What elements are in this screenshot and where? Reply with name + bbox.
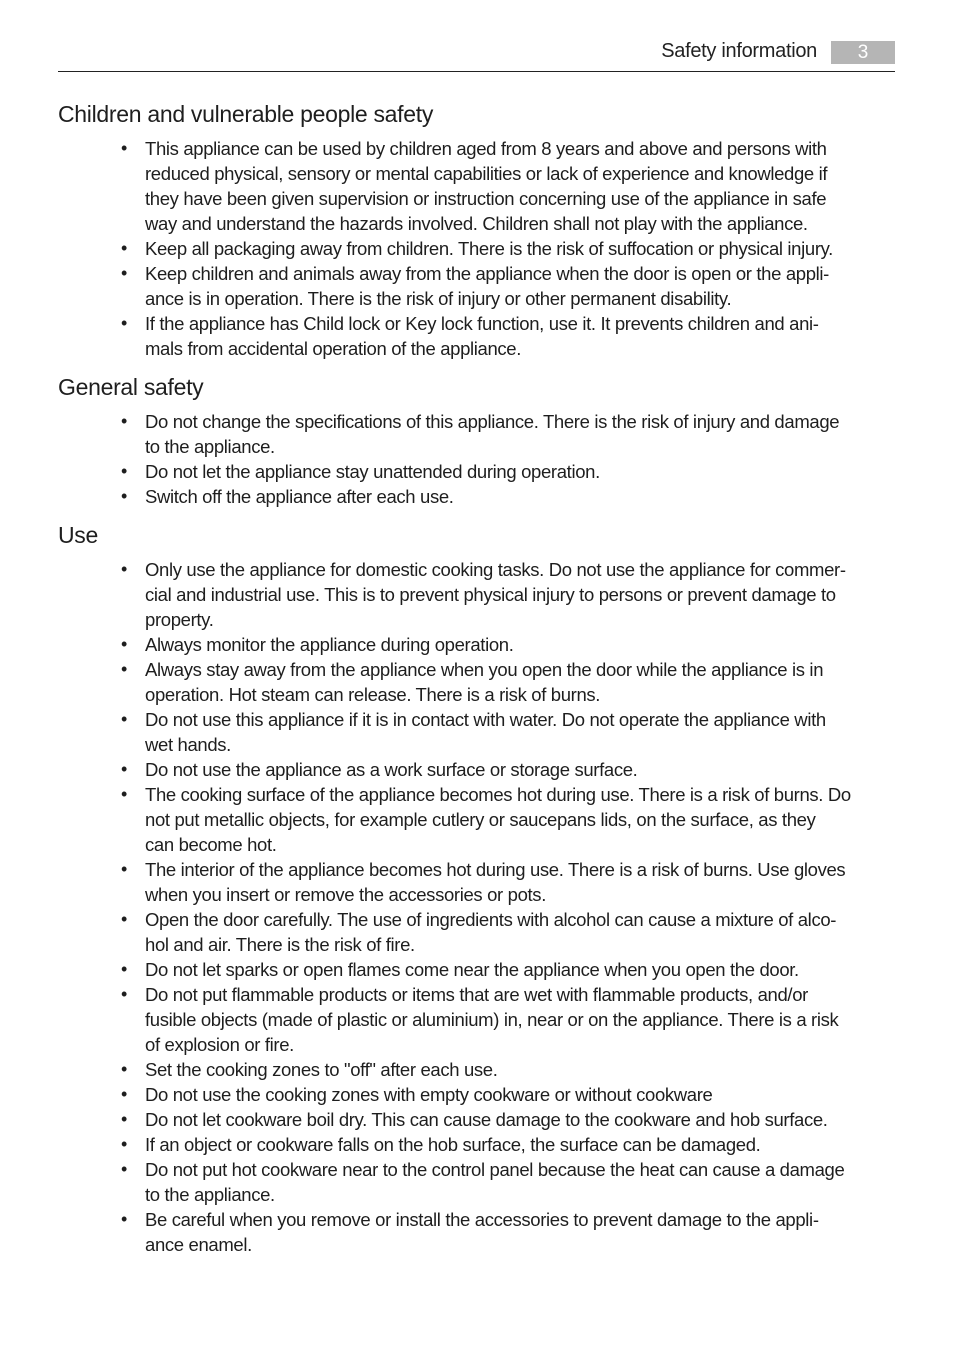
list-item: • Keep all packaging away from children. There is the risk of suffocation or physical injury. bbox=[121, 238, 833, 259]
bullet-icon: • bbox=[121, 138, 127, 158]
bullet-icon: • bbox=[121, 709, 127, 729]
bullet-icon: • bbox=[121, 859, 127, 879]
page-header bbox=[58, 38, 895, 72]
list-item: • Only use the appliance for domestic cooking tasks. Do not use the appliance for commer- cial and industrial use. This is to prevent physical injury to persons or prevent damage to property. bbox=[121, 559, 846, 630]
bullet-icon: • bbox=[121, 784, 127, 804]
bullet-icon: • bbox=[121, 984, 127, 1004]
bullet-icon: • bbox=[121, 238, 127, 258]
bullet-list-children-safety bbox=[58, 136, 895, 361]
bullet-icon: • bbox=[121, 486, 127, 506]
list-item: • Do not use the appliance as a work surface or storage surface. bbox=[121, 759, 638, 780]
list-item: • The cooking surface of the appliance becomes hot during use. There is a risk of burns. Do not put metallic objects, for example cutlery or saucepans lids, on the surface, as they can become hot. bbox=[121, 784, 851, 855]
page-content bbox=[58, 100, 895, 1257]
list-item: • The interior of the appliance becomes hot during use. There is a risk of burns. Use gloves when you insert or remove the accessories or pots. bbox=[121, 859, 846, 905]
list-item: • Do not let cookware boil dry. This can cause damage to the cookware and hob surface. bbox=[121, 1109, 828, 1130]
list-item: • Do not put flammable products or items that are wet with flammable products, and/or fusible objects (made of plastic or aluminium) in, near or on the appliance. There is a risk of explosion or fire. bbox=[121, 984, 839, 1055]
bullet-icon: • bbox=[121, 411, 127, 431]
bullet-icon: • bbox=[121, 1109, 127, 1129]
bullet-icon: • bbox=[121, 1209, 127, 1229]
bullet-icon: • bbox=[121, 909, 127, 929]
list-item: • Open the door carefully. The use of ingredients with alcohol can cause a mixture of alco- hol and air. There is the risk of fire. bbox=[121, 909, 837, 955]
bullet-icon: • bbox=[121, 559, 127, 579]
bullet-icon: • bbox=[121, 1059, 127, 1079]
list-item: • Keep children and animals away from the appliance when the door is open or the appli- ance is in operation. There is the risk of injury or other permanent disability. bbox=[121, 263, 829, 309]
list-item: • Do not use the cooking zones with empty cookware or without cookware bbox=[121, 1084, 713, 1105]
list-item: • Always stay away from the appliance when you open the door while the appliance is in operation. Hot steam can release. There is a risk of burns. bbox=[121, 659, 824, 705]
list-item: • Do not let the appliance stay unattended during operation. bbox=[121, 461, 600, 482]
bullet-list-use bbox=[58, 557, 895, 1257]
list-item: • This appliance can be used by children aged from 8 years and above and persons with reduced physical, sensory or mental capabilities or lack of experience and knowledge if they have been given supervision or instruction concerning use of the appliance in safe way and understand the hazards involved. Children shall not play with the appliance. bbox=[121, 138, 828, 234]
list-item: • Do not let sparks or open flames come near the appliance when you open the door. bbox=[121, 959, 799, 980]
list-item: • Set the cooking zones to "off" after each use. bbox=[121, 1059, 498, 1080]
list-item: • If the appliance has Child lock or Key lock function, use it. It prevents children and ani- mals from accidental operation of the appliance. bbox=[121, 313, 819, 359]
bullet-icon: • bbox=[121, 1084, 127, 1104]
list-item: • Be careful when you remove or install the accessories to prevent damage to the appli- ance enamel. bbox=[121, 1209, 819, 1255]
bullet-icon: • bbox=[121, 759, 127, 779]
list-item: • Always monitor the appliance during operation. bbox=[121, 634, 514, 655]
bullet-list-general-safety bbox=[58, 409, 895, 509]
list-item: • Do not put hot cookware near to the control panel because the heat can cause a damage to the appliance. bbox=[121, 1159, 845, 1205]
bullet-icon: • bbox=[121, 461, 127, 481]
section-heading-general-safety: General safety bbox=[58, 374, 204, 400]
bullet-icon: • bbox=[121, 263, 127, 283]
list-item: • Switch off the appliance after each use. bbox=[121, 486, 454, 507]
section-heading-children-safety: Children and vulnerable people safety bbox=[58, 101, 434, 127]
bullet-icon: • bbox=[121, 659, 127, 679]
bullet-icon: • bbox=[121, 959, 127, 979]
list-item: • Do not change the specifications of this appliance. There is the risk of injury and damage to the appliance. bbox=[121, 411, 840, 457]
bullet-icon: • bbox=[121, 1134, 127, 1154]
page-number: 3 bbox=[831, 41, 895, 64]
section-heading-use: Use bbox=[58, 522, 99, 548]
bullet-icon: • bbox=[121, 313, 127, 333]
bullet-icon: • bbox=[121, 1159, 127, 1179]
list-item: • If an object or cookware falls on the hob surface, the surface can be damaged. bbox=[121, 1134, 761, 1155]
bullet-icon: • bbox=[121, 634, 127, 654]
header-title: Safety information bbox=[661, 40, 817, 62]
list-item: • Do not use this appliance if it is in contact with water. Do not operate the appliance with wet hands. bbox=[121, 709, 826, 755]
